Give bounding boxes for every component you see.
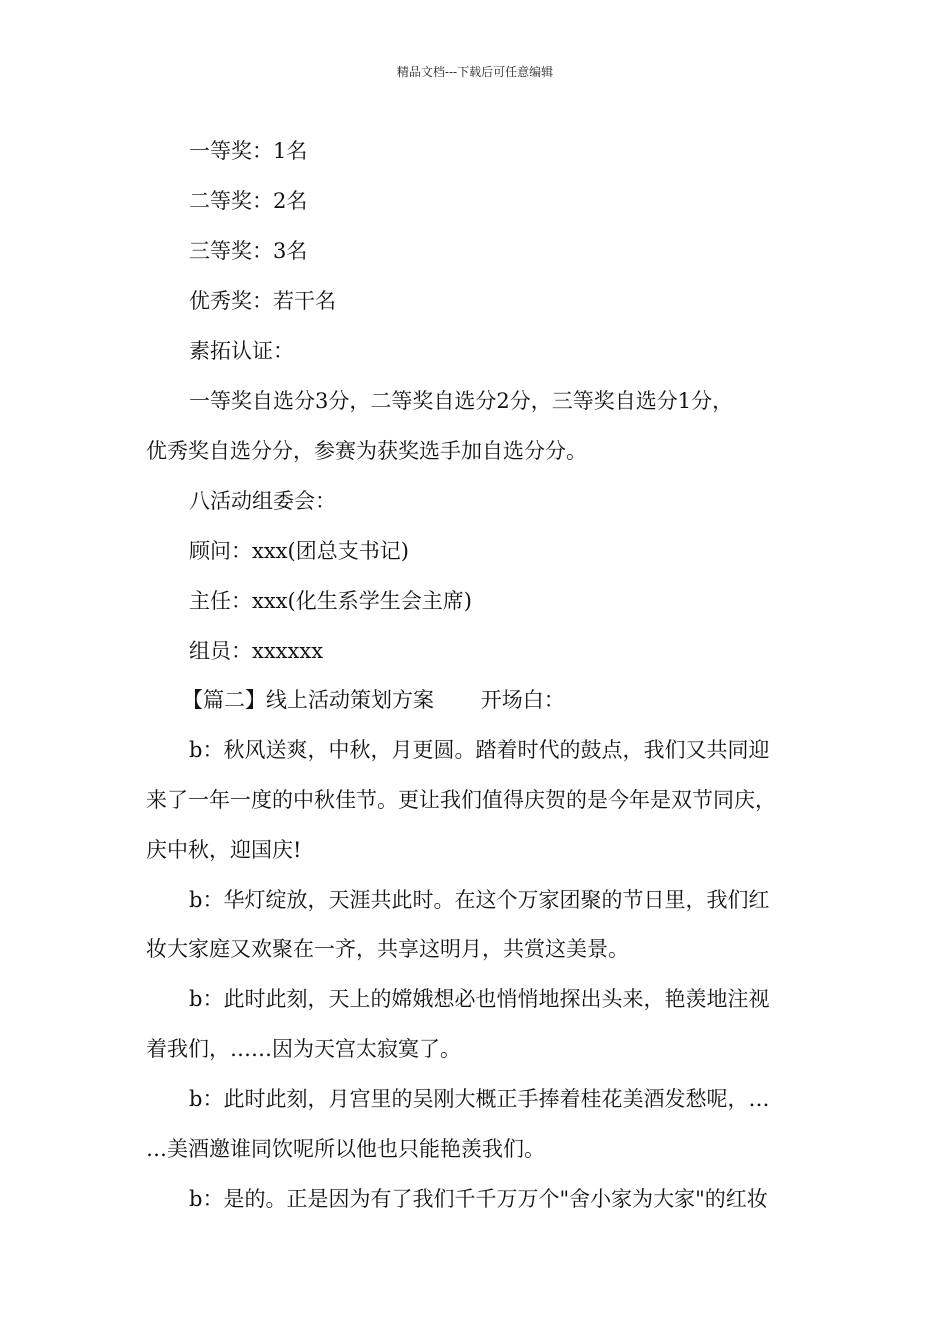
certification-text-line-1: 一等奖自选分3分，二等奖自选分2分，三等奖自选分1分， [189,389,734,413]
committee-heading: 八活动组委会： [189,489,336,513]
certification-heading: 素拓认证： [189,339,294,363]
paragraph-line: b：秋风送爽，中秋，月更圆。踏着时代的鼓点，我们又共同迎 [189,738,770,762]
committee-director: 主任：xxx(化生系学生会主席) [189,589,472,613]
paragraph-line: 着我们，……因为天宫太寂寞了。 [146,1037,461,1061]
paragraph-line: b：是的。正是因为有了我们千千万万个"舍小家为大家"的红妆 [189,1187,768,1211]
section-two-heading: 【篇二】线上活动策划方案 开场白： [182,688,565,712]
paragraph-line: 庆中秋，迎国庆! [146,838,302,862]
prize-second: 二等奖：2名 [189,189,308,213]
committee-advisor: 顾问：xxx(团总支书记) [189,539,409,563]
prize-excellent: 优秀奖：若干名 [189,289,336,313]
paragraph-line: b：华灯绽放，天涯共此时。在这个万家团聚的节日里，我们红 [189,888,770,912]
paragraph-line: …美酒邀谁同饮呢所以他也只能艳羡我们。 [146,1137,545,1161]
paragraph-line: b：此时此刻，月宫里的吴刚大概正手捧着桂花美酒发愁呢，… [189,1087,770,1111]
certification-text-line-2: 优秀奖自选分分，参赛为获奖选手加自选分分。 [146,439,587,463]
paragraph-line: b：此时此刻，天上的嫦娥想必也悄悄地探出头来，艳羡地注视 [189,987,770,1011]
prize-third: 三等奖：3名 [189,239,308,263]
committee-members: 组员：xxxxxx [189,639,324,663]
paragraph-line: 妆大家庭又欢聚在一齐，共享这明月，共赏这美景。 [146,937,629,961]
page-header: 精品文档---下载后可任意编辑 [396,65,554,79]
prize-first: 一等奖：1名 [189,139,308,163]
paragraph-line: 来了一年一度的中秋佳节。更让我们值得庆贺的是今年是双节同庆， [146,788,776,812]
